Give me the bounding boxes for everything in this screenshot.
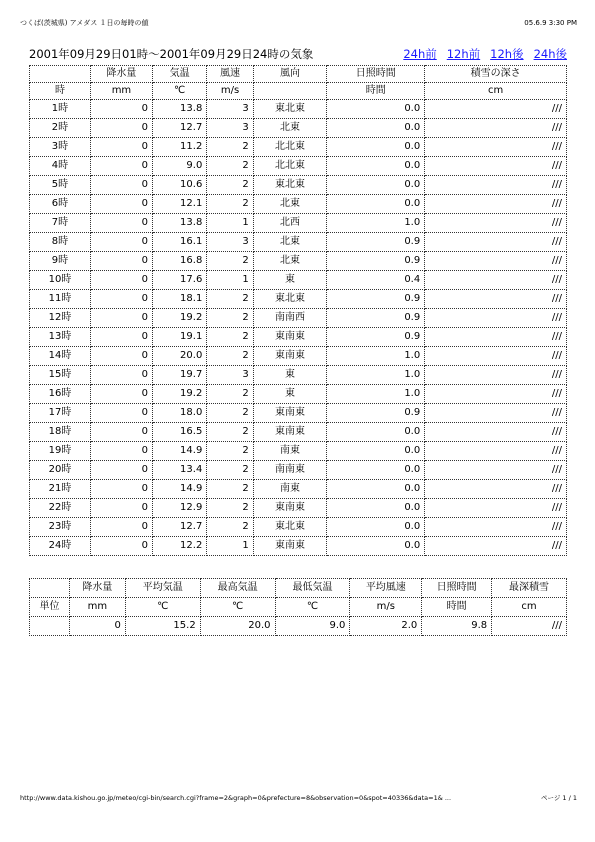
table-row	[30, 442, 567, 461]
row-hour-cell: 5時	[30, 176, 91, 195]
row-hour-cell: 3時	[30, 138, 91, 157]
row-precip-cell: 0	[90, 271, 152, 290]
row-wind-dir-cell: 南南西	[253, 309, 326, 328]
row-snow-cell: ///	[425, 138, 567, 157]
table-row	[30, 214, 567, 233]
col-unit-sunshine: 時間	[327, 83, 425, 100]
summary-unit-avg-wind: m/s	[350, 598, 422, 617]
table-row	[30, 309, 567, 328]
row-temp-cell: 12.9	[152, 499, 206, 518]
row-wind-dir-cell: 東	[253, 366, 326, 385]
row-precip-cell: 0	[90, 290, 152, 309]
row-snow-cell: ///	[425, 157, 567, 176]
row-wind-dir-cell: 北東	[253, 195, 326, 214]
row-wind-dir-cell: 東北東	[253, 518, 326, 537]
row-snow-cell: ///	[425, 347, 567, 366]
row-wind-speed-cell: 2	[207, 290, 253, 309]
row-sunshine-cell: 0.0	[327, 518, 425, 537]
row-temp-cell: 16.8	[152, 252, 206, 271]
row-sunshine-cell: 0.9	[327, 233, 425, 252]
row-sunshine-cell: 0.0	[327, 119, 425, 138]
row-sunshine-cell: 0.0	[327, 480, 425, 499]
row-precip-cell: 0	[90, 176, 152, 195]
row-hour-cell: 12時	[30, 309, 91, 328]
summary-col-min-temp: 最低気温	[275, 579, 350, 598]
row-wind-speed-cell: 1	[207, 214, 253, 233]
row-temp-cell: 19.7	[152, 366, 206, 385]
table-row	[30, 499, 567, 518]
row-wind-speed-cell: 3	[207, 366, 253, 385]
row-precip-cell: 0	[90, 214, 152, 233]
row-wind-speed-cell: 2	[207, 480, 253, 499]
row-snow-cell: ///	[425, 100, 567, 119]
row-snow-cell: ///	[425, 537, 567, 556]
table-row	[30, 518, 567, 537]
row-temp-cell: 16.1	[152, 233, 206, 252]
row-snow-cell: ///	[425, 518, 567, 537]
row-temp-cell: 13.8	[152, 100, 206, 119]
row-snow-cell: ///	[425, 404, 567, 423]
row-snow-cell: ///	[425, 423, 567, 442]
summary-value-avg-wind: 2.0	[350, 617, 422, 636]
col-unit-hour: 時	[30, 83, 91, 100]
row-hour-cell: 16時	[30, 385, 91, 404]
row-wind-dir-cell: 北東	[253, 233, 326, 252]
summary-col-max-temp: 最高気温	[200, 579, 275, 598]
row-snow-cell: ///	[425, 290, 567, 309]
period-nav	[393, 46, 567, 62]
row-wind-dir-cell: 東北東	[253, 176, 326, 195]
row-precip-cell: 0	[90, 347, 152, 366]
row-hour-cell: 2時	[30, 119, 91, 138]
col-unit-wind-speed: m/s	[207, 83, 253, 100]
row-precip-cell: 0	[90, 423, 152, 442]
summary-col-max-snow: 最深積雪	[492, 579, 567, 598]
row-sunshine-cell: 0.0	[327, 176, 425, 195]
row-hour-cell: 23時	[30, 518, 91, 537]
print-timestamp: 05.6.9 3:30 PM	[524, 19, 577, 27]
col-unit-snow: cm	[425, 83, 567, 100]
row-snow-cell: ///	[425, 271, 567, 290]
row-hour-cell: 15時	[30, 366, 91, 385]
next-12h-link[interactable]: 12h後	[490, 47, 524, 61]
title-row	[29, 46, 567, 62]
row-hour-cell: 8時	[30, 233, 91, 252]
row-precip-cell: 0	[90, 252, 152, 271]
row-wind-dir-cell: 南東	[253, 480, 326, 499]
row-hour-cell: 19時	[30, 442, 91, 461]
row-snow-cell: ///	[425, 252, 567, 271]
row-wind-dir-cell: 東	[253, 385, 326, 404]
summary-unit-avg-temp: ℃	[125, 598, 200, 617]
row-precip-cell: 0	[90, 442, 152, 461]
summary-value-min-temp: 9.0	[275, 617, 350, 636]
row-sunshine-cell: 0.0	[327, 100, 425, 119]
row-precip-cell: 0	[90, 157, 152, 176]
row-wind-dir-cell: 北北東	[253, 157, 326, 176]
row-sunshine-cell: 0.0	[327, 423, 425, 442]
row-wind-dir-cell: 北東	[253, 252, 326, 271]
row-precip-cell: 0	[90, 100, 152, 119]
prev-24h-link[interactable]: 24h前	[403, 47, 437, 61]
row-wind-speed-cell: 2	[207, 385, 253, 404]
row-wind-speed-cell: 3	[207, 100, 253, 119]
row-sunshine-cell: 0.9	[327, 290, 425, 309]
row-sunshine-cell: 0.0	[327, 157, 425, 176]
row-sunshine-cell: 0.4	[327, 271, 425, 290]
table-row	[30, 138, 567, 157]
summary-values-row	[30, 617, 567, 636]
row-sunshine-cell: 0.0	[327, 442, 425, 461]
row-sunshine-cell: 0.9	[327, 404, 425, 423]
document-title: つくば(茨城県) アメダス １日の毎時の値	[20, 19, 149, 27]
row-wind-speed-cell: 2	[207, 518, 253, 537]
row-hour-cell: 6時	[30, 195, 91, 214]
row-hour-cell: 11時	[30, 290, 91, 309]
row-snow-cell: ///	[425, 328, 567, 347]
row-snow-cell: ///	[425, 214, 567, 233]
col-header-sunshine: 日照時間	[327, 66, 425, 83]
row-temp-cell: 9.0	[152, 157, 206, 176]
col-header-wind-dir: 風向	[253, 66, 326, 83]
table-row	[30, 537, 567, 556]
row-wind-dir-cell: 東南東	[253, 499, 326, 518]
row-temp-cell: 20.0	[152, 347, 206, 366]
row-sunshine-cell: 0.9	[327, 252, 425, 271]
row-hour-cell: 4時	[30, 157, 91, 176]
row-sunshine-cell: 0.0	[327, 461, 425, 480]
row-wind-dir-cell: 東	[253, 271, 326, 290]
row-wind-speed-cell: 2	[207, 309, 253, 328]
col-unit-precip: mm	[90, 83, 152, 100]
summary-unit-sunshine: 時間	[422, 598, 492, 617]
row-temp-cell: 14.9	[152, 480, 206, 499]
row-precip-cell: 0	[90, 366, 152, 385]
page-footer	[20, 792, 577, 804]
row-temp-cell: 19.1	[152, 328, 206, 347]
col-header-wind-speed: 風速	[207, 66, 253, 83]
row-precip-cell: 0	[90, 518, 152, 537]
period-title: 2001年09月29日01時～2001年09月29日24時の気象	[29, 47, 314, 61]
row-snow-cell: ///	[425, 176, 567, 195]
summary-header-row	[30, 579, 567, 598]
summary-value-blank	[30, 617, 70, 636]
table-row	[30, 385, 567, 404]
row-temp-cell: 14.9	[152, 442, 206, 461]
row-precip-cell: 0	[90, 328, 152, 347]
row-temp-cell: 12.1	[152, 195, 206, 214]
table-row	[30, 290, 567, 309]
row-temp-cell: 13.8	[152, 214, 206, 233]
row-wind-speed-cell: 3	[207, 119, 253, 138]
row-wind-speed-cell: 2	[207, 499, 253, 518]
row-wind-dir-cell: 北北東	[253, 138, 326, 157]
row-wind-speed-cell: 1	[207, 271, 253, 290]
row-wind-speed-cell: 2	[207, 404, 253, 423]
row-hour-cell: 21時	[30, 480, 91, 499]
row-hour-cell: 9時	[30, 252, 91, 271]
row-snow-cell: ///	[425, 461, 567, 480]
summary-table	[29, 578, 567, 636]
table-row	[30, 233, 567, 252]
row-wind-speed-cell: 2	[207, 442, 253, 461]
row-precip-cell: 0	[90, 385, 152, 404]
row-wind-speed-cell: 2	[207, 157, 253, 176]
row-hour-cell: 20時	[30, 461, 91, 480]
page-header	[20, 17, 577, 29]
row-snow-cell: ///	[425, 480, 567, 499]
row-precip-cell: 0	[90, 404, 152, 423]
summary-col-avg-wind: 平均風速	[350, 579, 422, 598]
row-temp-cell: 18.1	[152, 290, 206, 309]
next-24h-link[interactable]: 24h後	[533, 47, 567, 61]
summary-value-max-temp: 20.0	[200, 617, 275, 636]
row-sunshine-cell: 1.0	[327, 347, 425, 366]
row-wind-dir-cell: 東南東	[253, 404, 326, 423]
row-snow-cell: ///	[425, 119, 567, 138]
row-sunshine-cell: 0.0	[327, 195, 425, 214]
row-temp-cell: 19.2	[152, 309, 206, 328]
row-sunshine-cell: 1.0	[327, 385, 425, 404]
row-temp-cell: 12.7	[152, 518, 206, 537]
summary-unit-label: 単位	[30, 598, 70, 617]
row-wind-speed-cell: 2	[207, 423, 253, 442]
row-wind-dir-cell: 東北東	[253, 100, 326, 119]
summary-units-row	[30, 598, 567, 617]
row-hour-cell: 14時	[30, 347, 91, 366]
summary-value-avg-temp: 15.2	[125, 617, 200, 636]
row-precip-cell: 0	[90, 309, 152, 328]
row-wind-speed-cell: 2	[207, 347, 253, 366]
row-wind-speed-cell: 2	[207, 252, 253, 271]
row-snow-cell: ///	[425, 195, 567, 214]
row-sunshine-cell: 1.0	[327, 214, 425, 233]
row-temp-cell: 16.5	[152, 423, 206, 442]
row-hour-cell: 24時	[30, 537, 91, 556]
row-wind-speed-cell: 1	[207, 537, 253, 556]
col-header-snow: 積雪の深さ	[425, 66, 567, 83]
row-sunshine-cell: 0.9	[327, 328, 425, 347]
row-precip-cell: 0	[90, 119, 152, 138]
row-temp-cell: 17.6	[152, 271, 206, 290]
table-row	[30, 119, 567, 138]
table-row	[30, 195, 567, 214]
summary-unit-min-temp: ℃	[275, 598, 350, 617]
row-wind-dir-cell: 東北東	[253, 290, 326, 309]
summary-value-sunshine: 9.8	[422, 617, 492, 636]
row-sunshine-cell: 0.0	[327, 537, 425, 556]
table-row	[30, 347, 567, 366]
table-row	[30, 328, 567, 347]
row-precip-cell: 0	[90, 461, 152, 480]
summary-value-precip: 0	[69, 617, 125, 636]
row-wind-dir-cell: 東南東	[253, 423, 326, 442]
row-precip-cell: 0	[90, 480, 152, 499]
row-hour-cell: 18時	[30, 423, 91, 442]
row-snow-cell: ///	[425, 233, 567, 252]
hourly-rows	[30, 100, 567, 556]
table-row	[30, 252, 567, 271]
prev-12h-link[interactable]: 12h前	[446, 47, 481, 61]
row-wind-dir-cell: 東南東	[253, 347, 326, 366]
col-unit-wind-dir	[253, 83, 326, 100]
header-row-top	[30, 66, 567, 83]
row-sunshine-cell: 0.9	[327, 309, 425, 328]
summary-unit-precip: mm	[69, 598, 125, 617]
row-hour-cell: 22時	[30, 499, 91, 518]
table-row	[30, 271, 567, 290]
table-row	[30, 176, 567, 195]
row-sunshine-cell: 1.0	[327, 366, 425, 385]
row-precip-cell: 0	[90, 537, 152, 556]
row-precip-cell: 0	[90, 233, 152, 252]
source-url: http://www.data.kishou.go.jp/meteo/cgi-bin/search.cgi?frame=2&graph=0&prefecture=8&observation=0&spot=40336&data=1& ...	[20, 794, 452, 802]
row-temp-cell: 10.6	[152, 176, 206, 195]
row-snow-cell: ///	[425, 499, 567, 518]
col-header-precip: 降水量	[90, 66, 152, 83]
hourly-table	[29, 65, 567, 556]
table-row	[30, 100, 567, 119]
summary-unit-max-temp: ℃	[200, 598, 275, 617]
summary-value-max-snow: ///	[492, 617, 567, 636]
table-row	[30, 480, 567, 499]
row-temp-cell: 12.2	[152, 537, 206, 556]
row-wind-speed-cell: 2	[207, 138, 253, 157]
row-snow-cell: ///	[425, 309, 567, 328]
row-wind-dir-cell: 北東	[253, 119, 326, 138]
row-hour-cell: 7時	[30, 214, 91, 233]
row-wind-dir-cell: 東南東	[253, 328, 326, 347]
row-precip-cell: 0	[90, 499, 152, 518]
table-row	[30, 404, 567, 423]
table-row	[30, 157, 567, 176]
row-temp-cell: 12.7	[152, 119, 206, 138]
row-hour-cell: 17時	[30, 404, 91, 423]
row-hour-cell: 1時	[30, 100, 91, 119]
summary-col-avg-temp: 平均気温	[125, 579, 200, 598]
col-header-temp: 気温	[152, 66, 206, 83]
row-sunshine-cell: 0.0	[327, 138, 425, 157]
row-hour-cell: 13時	[30, 328, 91, 347]
page-number: ページ 1 / 1	[540, 794, 577, 802]
row-wind-dir-cell: 南東	[253, 442, 326, 461]
row-hour-cell: 10時	[30, 271, 91, 290]
row-temp-cell: 19.2	[152, 385, 206, 404]
row-temp-cell: 13.4	[152, 461, 206, 480]
summary-col-blank	[30, 579, 70, 598]
row-temp-cell: 11.2	[152, 138, 206, 157]
summary-unit-max-snow: cm	[492, 598, 567, 617]
row-wind-speed-cell: 2	[207, 195, 253, 214]
row-wind-speed-cell: 3	[207, 233, 253, 252]
row-precip-cell: 0	[90, 195, 152, 214]
col-header-blank	[30, 66, 91, 83]
table-row	[30, 423, 567, 442]
row-temp-cell: 18.0	[152, 404, 206, 423]
summary-col-precip: 降水量	[69, 579, 125, 598]
row-wind-dir-cell: 南南東	[253, 461, 326, 480]
table-row	[30, 366, 567, 385]
row-wind-speed-cell: 2	[207, 461, 253, 480]
row-sunshine-cell: 0.0	[327, 499, 425, 518]
row-wind-dir-cell: 北西	[253, 214, 326, 233]
table-row	[30, 461, 567, 480]
header-row-units	[30, 83, 567, 100]
row-snow-cell: ///	[425, 442, 567, 461]
summary-col-sunshine: 日照時間	[422, 579, 492, 598]
col-unit-temp: ℃	[152, 83, 206, 100]
row-wind-dir-cell: 東南東	[253, 537, 326, 556]
row-precip-cell: 0	[90, 138, 152, 157]
row-snow-cell: ///	[425, 366, 567, 385]
row-wind-speed-cell: 2	[207, 176, 253, 195]
row-wind-speed-cell: 2	[207, 328, 253, 347]
row-snow-cell: ///	[425, 385, 567, 404]
